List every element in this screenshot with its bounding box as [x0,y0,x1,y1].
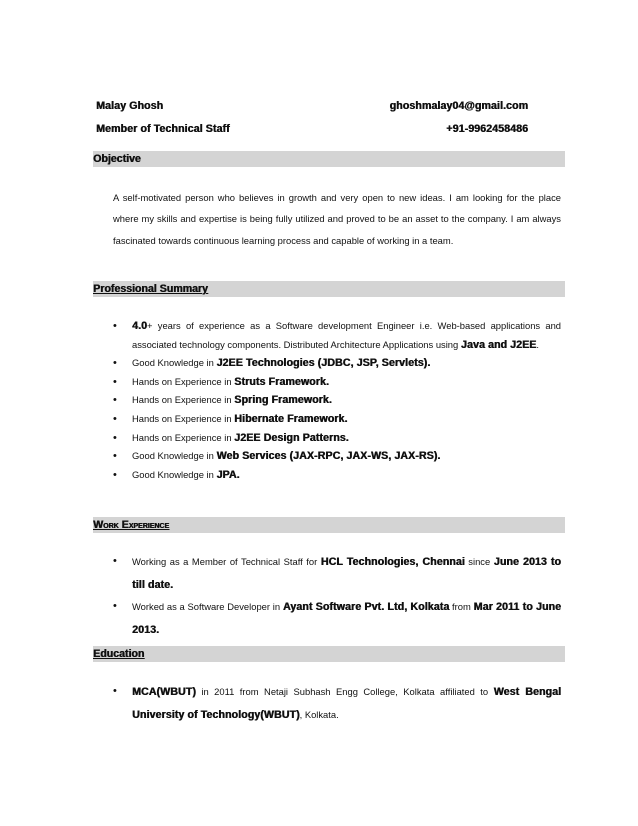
bullet-icon: • [113,468,117,481]
bullet-icon: • [113,555,117,567]
candidate-email: ghoshmalay04@gmail.com [389,100,528,112]
bullet-icon: • [113,320,117,332]
bold-text: HCL Technologies, Chennai [320,556,465,568]
bold-text: Ayant Software Pvt. Ltd, Kolkata [282,601,450,613]
bold-text: Hibernate Framework. [234,412,348,425]
objective-text: A self-motivated person who believes in growth and very open to new ideas. I am looking for the place where my skills and expertise is being fully utilized and proved to be an asset to the company. I am always fascinated towards continuous learning process and capable of working in a team. [113,192,561,246]
summary-item [113,373,561,392]
bold-text: 4.0 [132,320,148,332]
bullet-icon: • [113,600,117,612]
text: , Kolkata. [299,708,339,720]
education-heading: Education [93,648,145,660]
summary-item [113,354,561,373]
summary-list [113,317,561,484]
bullet-icon: • [113,685,117,697]
summary-item [113,466,561,485]
summary-item [113,317,561,354]
bullet-icon: • [113,375,117,388]
objective-section-bar [93,151,565,167]
education-list [113,681,561,726]
bold-text: J2EE Design Patterns. [234,431,349,444]
text: Good Knowledge in [132,450,217,462]
bullet-icon: • [113,431,117,444]
summary-heading: Professional Summary [93,283,208,295]
text: Good Knowledge in [132,357,217,369]
text: Hands on Experience in [132,394,235,406]
text: Hands on Experience in [132,412,235,424]
bullet-icon: • [113,412,117,425]
text: Working as a Member of Technical Staff for [132,556,321,567]
bold-text: June 2013 to till date. [132,556,561,591]
experience-item [113,551,561,596]
text: Good Knowledge in [132,468,217,480]
text: Worked as a Software Developer in [132,601,283,612]
bold-text: West Bengal University of Technology(WBUT) [132,686,561,721]
experience-item [113,596,561,641]
candidate-role: Member of Technical Staff [96,123,230,135]
summary-section-bar [93,281,565,297]
bold-text: JPA. [216,468,240,481]
education-item [113,681,561,726]
objective-heading: Objective [93,153,141,165]
text: in 2011 from Netaji Subhash Engg College, Kolkata affiliated to [195,686,494,697]
bold-text: Java and J2EE [460,338,537,351]
candidate-name: Malay Ghosh [96,100,164,112]
summary-item [113,410,561,429]
bold-text: Web Services (JAX-RPC, JAX-WS, JAX-RS). [216,450,441,463]
candidate-phone: +91-9962458486 [446,123,528,135]
summary-item [113,429,561,448]
text: from [449,601,474,612]
bullet-icon: • [113,450,117,463]
bullet-icon: • [113,394,117,407]
bold-text: Struts Framework. [234,375,329,388]
text: Hands on Experience in [132,375,235,387]
experience-heading: Work Experience [93,519,170,531]
bullet-icon: • [113,357,117,370]
summary-item [113,391,561,410]
experience-section-bar [93,517,565,533]
bold-text: Spring Framework. [234,394,332,407]
bold-text: J2EE Technologies (JDBC, JSP, Servlets). [216,357,431,370]
text: . [536,338,539,350]
text: + years of experience as a Software development Engineer i.e. Web-based applications and associated technology components. Distributed Architecture Applications using [132,320,561,350]
text: since [464,556,494,567]
bold-text: Mar 2011 to June 2013. [132,601,561,636]
experience-list [113,551,561,641]
bold-text: MCA(WBUT) [132,686,196,698]
summary-item [113,447,561,466]
education-section-bar [93,646,565,662]
text: Hands on Experience in [132,431,235,443]
